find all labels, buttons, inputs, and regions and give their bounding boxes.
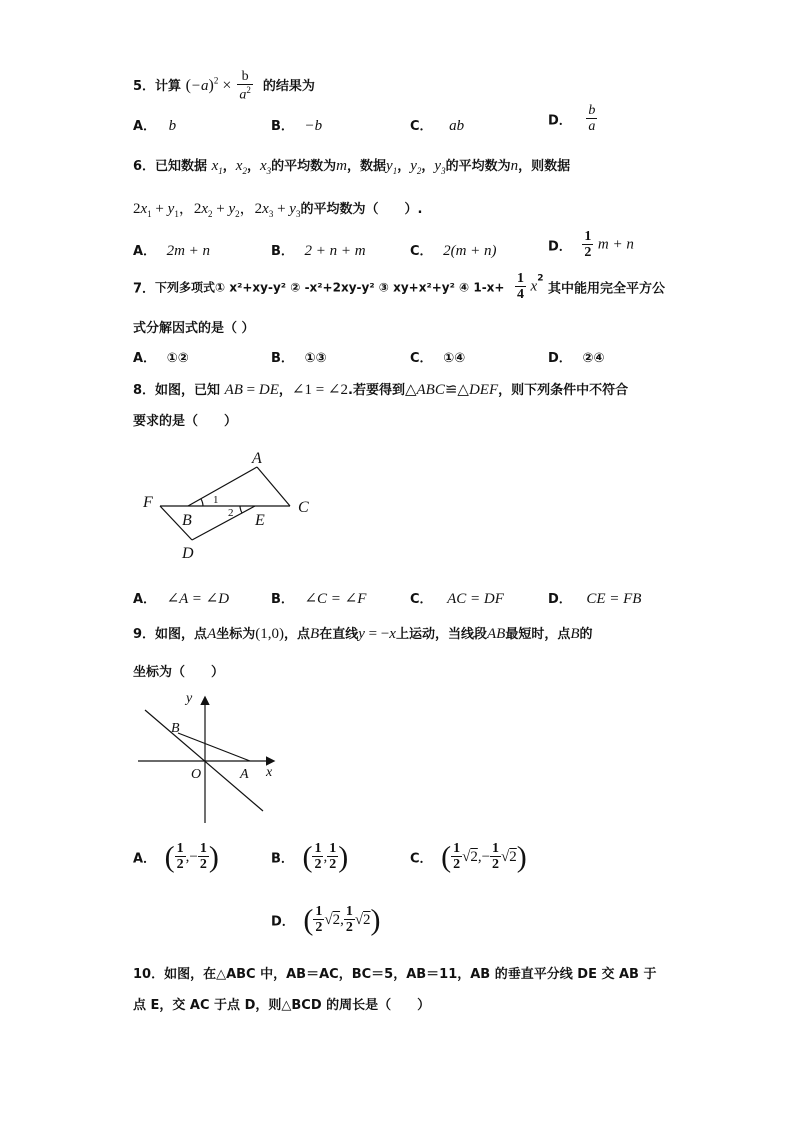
option-letter: A． — [133, 351, 157, 366]
q8-option-c[interactable] — [410, 588, 504, 608]
q7-x: x — [530, 278, 538, 295]
option-value: 2(m + n) — [443, 243, 497, 259]
q5-option-c[interactable] — [410, 115, 464, 135]
q7-stem-line2 — [133, 317, 255, 336]
option-letter: A． — [133, 851, 157, 867]
q8-number: 8． — [133, 383, 156, 398]
option-letter: B． — [271, 244, 294, 259]
q8-text: 要求的是（ ） — [133, 414, 238, 429]
q7-fraction: $\frac{1}{4}$ — [517, 271, 525, 302]
q5-suffix: 的结果为 — [262, 79, 315, 94]
q8-text: ， — [278, 383, 292, 398]
q6-option-d[interactable] — [548, 230, 634, 260]
q5-prefix: 计算 — [155, 79, 182, 94]
q6-option-a[interactable] — [133, 240, 210, 260]
q6-option-c[interactable] — [410, 240, 497, 260]
q9-option-c[interactable] — [410, 842, 527, 872]
option-value: ( $\frac{1}{2}$ √2,− $\frac{1}{2}$ √2) — [441, 840, 527, 873]
q9-number: 9． — [133, 627, 156, 642]
q6-number: 6． — [133, 159, 156, 174]
label-f: F — [143, 494, 153, 511]
q7-option-d[interactable] — [548, 347, 604, 366]
q6-text: 的平均数为（ ）. — [300, 202, 423, 217]
q9-option-b[interactable] — [271, 842, 348, 872]
q8-text: .若要得到 — [348, 383, 405, 398]
option-letter: B． — [271, 119, 294, 134]
label-b: B — [171, 721, 180, 736]
q9-text: 上运动，当线段 — [395, 627, 487, 642]
label-a: A — [240, 767, 249, 782]
q9-text: 坐标为 — [216, 627, 256, 642]
label-angle-1: 1 — [213, 494, 219, 506]
q8-given-angles: ∠1 = ∠2 — [291, 382, 349, 398]
option-value: ②④ — [582, 351, 605, 366]
option-value: ( $\frac{1}{2}$ ,− $\frac{1}{2}$ ) — [164, 840, 219, 873]
q9-line-eq: y — [358, 626, 365, 642]
segment-ac — [257, 467, 290, 506]
q8-text: ，则下列条件中不符合 — [498, 383, 629, 398]
q5-option-b[interactable] — [271, 115, 322, 135]
q9-text: 如图，点 — [155, 627, 208, 642]
label-b: B — [182, 512, 192, 529]
q7-stem: 7．下列多项式① x²+xy-y² ② -x²+2xy-y² ③ xy+x²+y² ④ 1-x+ $\frac{1}{4}$ $x^2$ 其中能用完全平方公 — [133, 271, 666, 302]
option-letter: C． — [410, 592, 433, 607]
label-y: y — [186, 691, 193, 706]
label-angle-2: 2 — [228, 507, 234, 519]
q6-text: ，则数据 — [518, 159, 571, 174]
option-letter: D． — [548, 592, 572, 607]
option-value: m + n — [597, 236, 634, 253]
q9-stem-line2 — [133, 661, 224, 680]
q7-option-a[interactable] — [133, 347, 189, 366]
option-letter: C． — [410, 244, 433, 259]
q9-option-d[interactable] — [271, 905, 381, 935]
q9-text: 坐标为（ ） — [133, 665, 225, 680]
q7-number: 7． — [133, 281, 156, 297]
q6-option-b[interactable] — [271, 240, 366, 260]
option-value: −b — [304, 118, 323, 134]
q7-option-c[interactable] — [410, 347, 465, 366]
q7-text: 其中能用完全平方公 — [548, 281, 666, 297]
option-letter: A． — [133, 119, 157, 134]
q10-stem-line2 — [133, 994, 430, 1013]
option-fraction: $\frac{1}{2}$ — [584, 229, 592, 260]
option-value: ab — [449, 118, 465, 134]
segment-ba — [188, 467, 257, 506]
q8-given-sides: AB — [224, 382, 243, 398]
q8-option-a[interactable] — [133, 588, 229, 608]
q6-combined-data: $2x_1 + y_1$，$2x_2 + y_2$，$2x_3 + y_3$ — [133, 201, 301, 219]
q6-stem-line2 — [133, 197, 422, 219]
q5-option-d[interactable] — [548, 104, 597, 134]
q6-text: 的平均数为 — [271, 159, 337, 174]
q7-option-b[interactable] — [271, 347, 326, 366]
option-value: ∠C = ∠F — [304, 591, 367, 607]
option-value: ①③ — [304, 351, 327, 366]
q10-text: 10．如图，在△ABC 中，AB＝AC，BC＝5，AB＝11，AB 的垂直平分线 DE 交 AB 于 — [133, 967, 657, 982]
q9-point-a: A — [207, 626, 217, 642]
q9-text: ，点 — [284, 627, 311, 642]
q6-x-data: $x_1$ — [211, 158, 223, 176]
option-value: ( $\frac{1}{2}$ √2, $\frac{1}{2}$ √2) — [303, 903, 381, 936]
q9-text: 在直线 — [319, 627, 359, 642]
option-letter: B． — [271, 351, 294, 366]
option-letter: D． — [548, 113, 572, 129]
option-letter: D． — [271, 914, 295, 930]
segment-de — [192, 506, 255, 540]
q9-coord: (1,0) — [255, 626, 284, 642]
q6-stem: 6．已知数据 $x_1$，$x_2$，$x_3$的平均数为m，数据$y_1$，$y_2$，$y_3$的平均数为n，则数据 — [133, 158, 571, 176]
q5-expression: $(-a)^2$ × $\frac{b}{a^2}$ — [185, 69, 251, 103]
q8-stem: 8．如图，已知 AB = DE，∠1 = ∠2.若要得到△ABC≌△DEF，则下列条件中不符合 — [133, 382, 629, 398]
option-letter: A． — [133, 244, 157, 259]
q8-figure — [135, 445, 325, 570]
label-d: D — [182, 545, 194, 562]
option-letter: B． — [271, 592, 294, 607]
label-o: O — [191, 767, 202, 782]
option-letter: C． — [410, 851, 433, 867]
option-letter: D． — [548, 239, 572, 255]
q6-text: ，数据 — [347, 159, 387, 174]
option-letter: C． — [410, 119, 433, 134]
q9-stem: 9．如图，点A坐标为(1,0)，点B在直线y = −x上运动，当线段AB最短时，点B的 — [133, 626, 593, 642]
option-value: 2 + n + m — [304, 243, 366, 259]
q9-option-a[interactable] — [133, 842, 219, 872]
label-e: E — [255, 512, 265, 529]
option-value: ①④ — [443, 351, 466, 366]
option-letter: B． — [271, 851, 294, 867]
q8-option-d[interactable] — [548, 588, 641, 608]
option-value: ( $\frac{1}{2}$ , $\frac{1}{2}$ ) — [302, 840, 349, 873]
option-letter: C． — [410, 351, 433, 366]
q5-stem — [133, 70, 315, 103]
q7-text: 式分解因式的是（ ） — [133, 321, 255, 336]
q8-stem-line2 — [133, 410, 237, 429]
label-a: A — [252, 450, 262, 467]
option-letter: A． — [133, 592, 157, 607]
angle-2-arc — [240, 506, 242, 513]
q9-figure — [135, 688, 285, 828]
option-value: ∠A = ∠D — [166, 591, 230, 607]
q9-text: 的 — [579, 627, 593, 642]
q10-stem — [133, 963, 657, 982]
option-value: b — [168, 118, 177, 134]
option-value: ①② — [166, 351, 189, 366]
q8-text: 如图，已知 — [155, 383, 221, 398]
q5-option-a[interactable] — [133, 115, 176, 135]
q6-text: 已知数据 — [155, 159, 208, 174]
label-x: x — [266, 765, 273, 780]
option-value: 2m + n — [166, 243, 211, 259]
option-value: $\frac{b}{a}$ — [588, 103, 596, 134]
q7-text: 下列多项式① x²+xy-y² ② -x²+2xy-y² ③ xy+x²+y² ④ 1-x+ — [155, 280, 505, 295]
angle-1-arc — [201, 499, 203, 506]
label-c: C — [298, 499, 309, 516]
q9-text: 最短时，点 — [505, 627, 571, 642]
q10-text: 点 E，交 AC 于点 D，则△BCD 的周长是（ ） — [133, 998, 431, 1013]
option-value: AC = DF — [447, 591, 504, 607]
option-letter: D． — [548, 351, 572, 366]
q5-number: 5． — [133, 79, 156, 94]
q8-congruence: △ABC≌△DEF — [404, 382, 499, 398]
q8-option-b[interactable] — [271, 588, 366, 608]
option-value: CE = FB — [586, 591, 642, 607]
q6-text: 的平均数为 — [445, 159, 511, 174]
